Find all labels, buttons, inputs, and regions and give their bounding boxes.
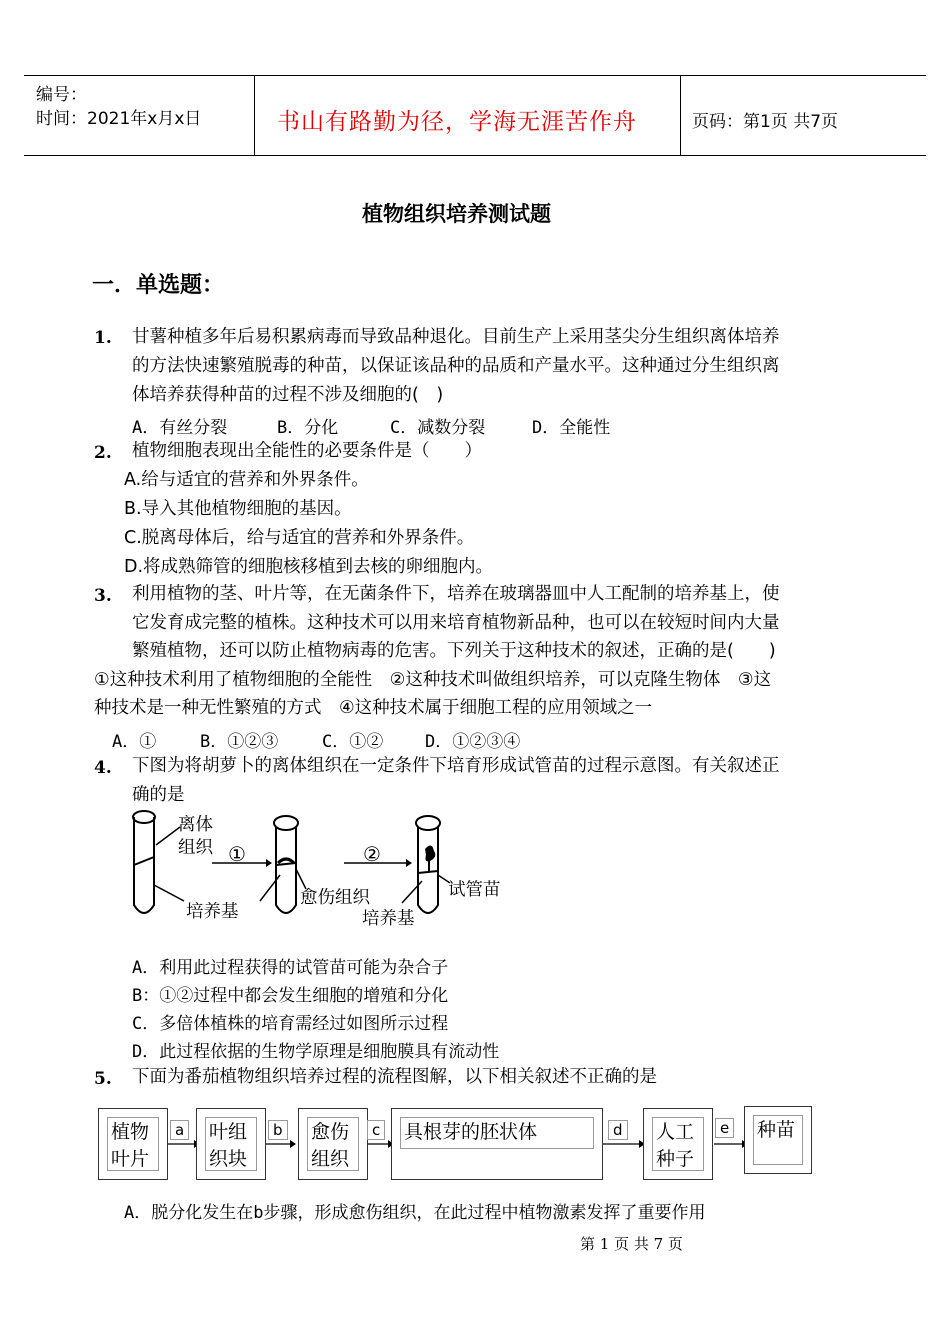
- q2-option-b: B.导入其他植物细胞的基因。: [124, 499, 352, 519]
- q1-number: 1.: [94, 328, 112, 348]
- q5-option-a: A．脱分化发生在b步骤，形成愈伤组织，在此过程中植物激素发挥了重要作用: [124, 1203, 706, 1223]
- q3-statement-2: 种技术是一种无性繁殖的方式 ④这种技术属于细胞工程的应用领域之一: [94, 698, 653, 718]
- q1-line-1: 甘薯种植多年后易积累病毒而导致品种退化。目前生产上采用茎尖分生组织离体培养: [132, 327, 780, 347]
- plantlet-mark: [425, 845, 435, 861]
- q4-option-c: C．多倍体植株的培育需经过如图所示过程: [132, 1014, 449, 1034]
- q4-option-b: B：①②过程中都会发生细胞的增殖和分化: [132, 986, 449, 1006]
- q3-line-3: 繁殖植物，还可以防止植物病毒的危害。下列关于这种技术的叙述，正确的是( ): [132, 641, 776, 661]
- flow-arrow-label-c: c: [367, 1120, 385, 1140]
- q2-stem: 植物细胞表现出全能性的必要条件是（ ）: [132, 441, 482, 461]
- q3-option-c: C．①②: [322, 732, 384, 752]
- q2-number: 2.: [94, 443, 112, 463]
- q3-option-d: D．①②③④: [425, 732, 521, 752]
- section-heading: 一．单选题：: [92, 273, 225, 298]
- q3-number: 3.: [94, 586, 112, 606]
- test-tube-1: [134, 817, 154, 913]
- q1-option-c: C．减数分裂: [390, 418, 486, 438]
- flow-box-embryoid: 具根芽的胚状体: [391, 1108, 603, 1180]
- header-page-info: 页码：第1页 共7页: [692, 112, 839, 132]
- flow-box-artificial-seed: 人工 种子: [643, 1108, 713, 1180]
- q4-option-a: A．利用此过程获得的试管苗可能为杂合子: [132, 958, 449, 978]
- q4-label-tissue-1: 离体: [178, 815, 213, 835]
- flow-box-leaf: 植物 叶片: [98, 1108, 168, 1180]
- q1-option-a: A．有丝分裂: [132, 418, 228, 438]
- q4-label-callus: 愈伤组织: [300, 888, 370, 908]
- q3-option-b: B．①②③: [200, 732, 279, 752]
- q4-label-medium-2: 培养基: [362, 909, 415, 929]
- q1-line-3: 体培养获得种苗的过程不涉及细胞的( ): [132, 385, 444, 405]
- arrow-head-2: [406, 859, 412, 867]
- q3-line-2: 它发育成完整的植株。这种技术可以用来培育植物新品种，也可以在较短时间内大量: [132, 613, 780, 633]
- doc-number-label: 编号：: [36, 85, 87, 105]
- flow-arrow-label-b: b: [268, 1120, 288, 1140]
- header-divider-right: [680, 75, 681, 155]
- flow-arrow-label-a: a: [170, 1120, 189, 1140]
- q4-step-1: ①: [228, 842, 246, 866]
- q4-label-plantlet: 试管苗: [448, 880, 501, 900]
- q4-line-1: 下图为将胡萝卜的离体组织在一定条件下培育形成试管苗的过程示意图。有关叙述正: [132, 756, 780, 776]
- test-tube-2: [276, 827, 296, 913]
- q2-option-d: D.将成熟筛管的细胞核移植到去核的卵细胞内。: [124, 557, 494, 577]
- q2-option-c: C.脱离母体后，给与适宜的营养和外界条件。: [124, 528, 475, 548]
- q1-option-d: D．全能性: [532, 418, 611, 438]
- arrow-head-1: [266, 859, 272, 867]
- header-bottom-rule: [24, 155, 926, 156]
- page-footer: 第 1 页 共 7 页: [580, 1235, 683, 1253]
- q1-line-2: 的方法快速繁殖脱毒的种苗，以保证该品种的品质和产量水平。这种通过分生组织离: [132, 356, 780, 376]
- doc-time-label: 时间：2021年x月x日: [36, 109, 202, 129]
- q4-option-d: D．此过程依据的生物学原理是细胞膜具有流动性: [132, 1042, 500, 1062]
- q3-option-a: A．①: [112, 732, 157, 752]
- flow-box-callus: 愈伤 组织: [298, 1108, 368, 1180]
- q4-number: 4.: [94, 758, 112, 778]
- q3-statement-1: ①这种技术利用了植物细胞的全能性 ②这种技术叫做组织培养，可以克隆生物体 ③这: [94, 670, 772, 690]
- header-top-rule: [24, 75, 926, 76]
- q4-label-tissue-2: 组织: [178, 838, 213, 858]
- flow-box-seedling: 种苗: [744, 1106, 812, 1174]
- q4-line-2: 确的是: [132, 785, 185, 805]
- page-title: 植物组织培养测试题: [362, 202, 551, 226]
- flow-arrow-label-e: e: [715, 1118, 734, 1138]
- q4-label-medium: 培养基: [186, 902, 239, 922]
- q4-step-2: ②: [363, 842, 381, 866]
- q3-line-1: 利用植物的茎、叶片等，在无菌条件下，培养在玻璃器皿中人工配制的培养基上，使: [132, 584, 780, 604]
- q5-number: 5.: [94, 1069, 112, 1089]
- header-divider-left: [254, 75, 255, 155]
- q1-option-b: B．分化: [277, 418, 339, 438]
- flow-box-leaf-tissue: 叶组 织块: [196, 1108, 266, 1180]
- header-motto: 书山有路勤为径，学海无涯苦作舟: [277, 109, 637, 135]
- q2-option-a: A.给与适宜的营养和外界条件。: [124, 470, 369, 490]
- flow-arrow-label-d: d: [608, 1120, 628, 1140]
- q5-stem: 下面为番茄植物组织培养过程的流程图解，以下相关叙述不正确的是: [132, 1067, 657, 1087]
